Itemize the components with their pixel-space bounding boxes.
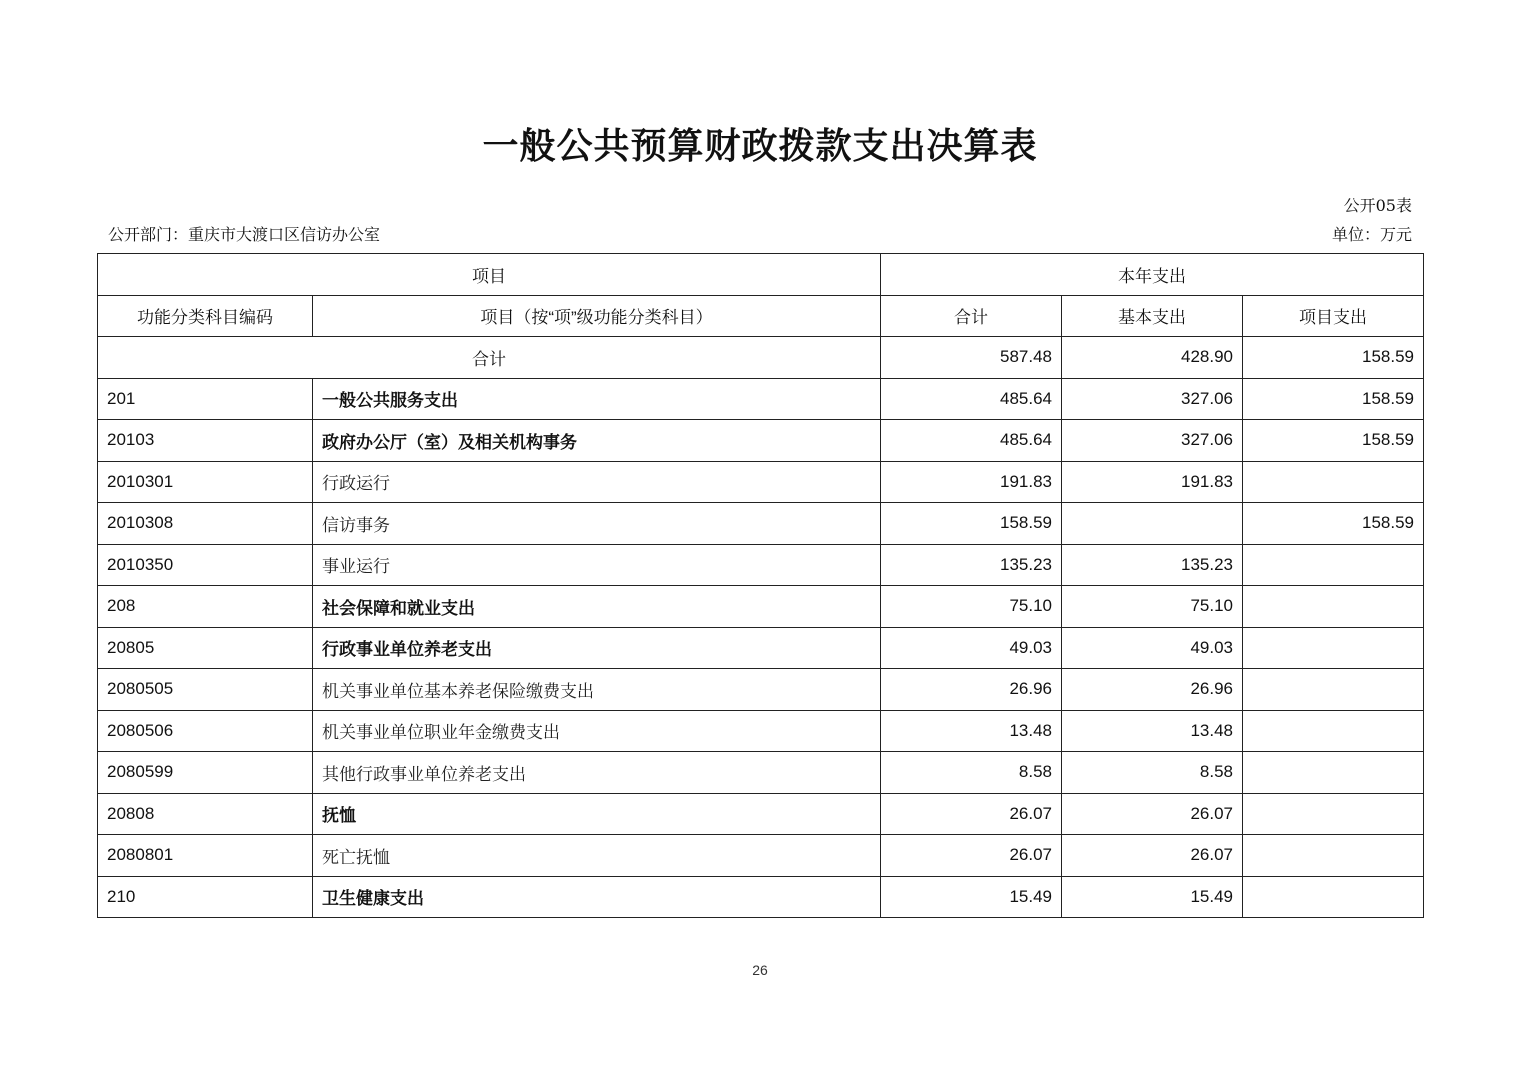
row-project [1243,835,1424,877]
total-project: 158.59 [1243,337,1424,379]
row-project [1243,752,1424,794]
department-label: 公开部门：重庆市大渡口区信访办公室 [108,225,381,244]
row-basic: 191.83 [1062,461,1243,503]
table-row [98,503,1424,545]
row-total: 485.64 [881,378,1062,420]
row-name: 机关事业单位职业年金缴费支出 [313,710,881,752]
row-code: 20808 [98,793,313,835]
row-project [1243,461,1424,503]
row-code: 201 [98,378,313,420]
table-row [98,752,1424,794]
row-total: 485.64 [881,420,1062,462]
total-label: 合计 [98,337,881,379]
row-basic: 26.96 [1062,669,1243,711]
row-total: 135.23 [881,544,1062,586]
row-code: 2080505 [98,669,313,711]
row-basic: 75.10 [1062,586,1243,628]
row-basic: 327.06 [1062,420,1243,462]
row-name: 一般公共服务支出 [313,378,881,420]
row-total: 13.48 [881,710,1062,752]
row-total: 26.07 [881,793,1062,835]
header-basic: 基本支出 [1062,295,1243,337]
row-project [1243,876,1424,918]
row-code: 210 [98,876,313,918]
header-project: 项目 [98,254,881,296]
header-project-expense: 项目支出 [1243,295,1424,337]
row-code: 2080599 [98,752,313,794]
header-total: 合计 [881,295,1062,337]
table-row [98,669,1424,711]
row-total: 26.07 [881,835,1062,877]
row-code: 20103 [98,420,313,462]
budget-table [97,253,1424,918]
header-code: 功能分类科目编码 [98,295,313,337]
row-name: 政府办公厅（室）及相关机构事务 [313,420,881,462]
table-row [98,461,1424,503]
row-name: 机关事业单位基本养老保险缴费支出 [313,669,881,711]
table-row [98,793,1424,835]
row-project [1243,544,1424,586]
row-basic: 26.07 [1062,793,1243,835]
row-code: 2080801 [98,835,313,877]
row-basic: 26.07 [1062,835,1243,877]
row-name: 卫生健康支出 [313,876,881,918]
row-name: 死亡抚恤 [313,835,881,877]
table-row [98,586,1424,628]
row-project [1243,669,1424,711]
row-code: 2010350 [98,544,313,586]
row-total: 15.49 [881,876,1062,918]
row-total: 49.03 [881,627,1062,669]
row-basic: 15.49 [1062,876,1243,918]
total-total: 587.48 [881,337,1062,379]
page-number: 26 [752,962,768,978]
row-code: 20805 [98,627,313,669]
header-name: 项目（按“项”级功能分类科目） [313,295,881,337]
row-project: 158.59 [1243,503,1424,545]
table-row [98,710,1424,752]
table-row [98,835,1424,877]
row-total: 158.59 [881,503,1062,545]
row-name: 行政事业单位养老支出 [313,627,881,669]
row-basic: 49.03 [1062,627,1243,669]
document-title: 一般公共预算财政拨款支出决算表 [482,126,1038,167]
row-project [1243,793,1424,835]
row-code: 2010301 [98,461,313,503]
row-name: 其他行政事业单位养老支出 [313,752,881,794]
table-header-row-2 [98,295,1424,337]
table-header-row-1 [98,254,1424,296]
row-total: 26.96 [881,669,1062,711]
row-total: 75.10 [881,586,1062,628]
row-name: 抚恤 [313,793,881,835]
row-name: 行政运行 [313,461,881,503]
unit-label: 单位：万元 [1331,225,1412,244]
row-name: 信访事务 [313,503,881,545]
table-row [98,544,1424,586]
row-name: 事业运行 [313,544,881,586]
row-basic [1062,503,1243,545]
row-code: 208 [98,586,313,628]
row-basic: 13.48 [1062,710,1243,752]
total-basic: 428.90 [1062,337,1243,379]
row-code: 2080506 [98,710,313,752]
row-project: 158.59 [1243,420,1424,462]
row-total: 191.83 [881,461,1062,503]
header-current-year: 本年支出 [881,254,1424,296]
row-project [1243,710,1424,752]
row-code: 2010308 [98,503,313,545]
table-row [98,876,1424,918]
table-row [98,627,1424,669]
form-number: 公开05表 [1343,196,1412,215]
row-basic: 327.06 [1062,378,1243,420]
table-row [98,420,1424,462]
row-basic: 135.23 [1062,544,1243,586]
row-basic: 8.58 [1062,752,1243,794]
row-project: 158.59 [1243,378,1424,420]
row-total: 8.58 [881,752,1062,794]
row-project [1243,586,1424,628]
table-row [98,378,1424,420]
total-row [98,337,1424,379]
row-project [1243,627,1424,669]
row-name: 社会保障和就业支出 [313,586,881,628]
